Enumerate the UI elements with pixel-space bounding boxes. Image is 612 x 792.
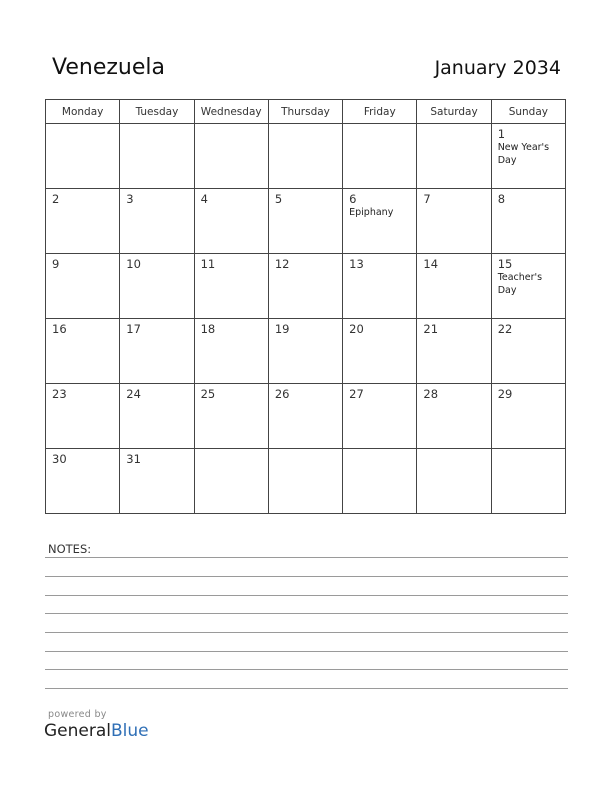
day-cell [491, 319, 565, 384]
day-number: 29 [497, 387, 513, 401]
day-cell [417, 449, 491, 514]
day-number: 11 [200, 257, 216, 271]
day-number: 4 [200, 192, 208, 206]
brand-general-text: General [44, 721, 111, 741]
day-cell [268, 384, 342, 449]
day-number: 24 [126, 387, 141, 401]
day-cell [343, 449, 417, 514]
day-cell [268, 254, 342, 319]
day-number: 31 [126, 452, 141, 466]
day-number: 26 [274, 387, 290, 401]
day-cell [417, 124, 491, 189]
week-row [46, 189, 566, 254]
generalblue-logo[interactable] [44, 721, 149, 741]
day-cell [491, 124, 565, 189]
day-cell [194, 124, 268, 189]
day-cell [120, 384, 194, 449]
day-cell [46, 124, 120, 189]
day-cell [343, 124, 417, 189]
day-number: 17 [126, 322, 141, 336]
notes-line [45, 576, 568, 577]
month-year-title: January 2034 [434, 57, 561, 79]
day-number: 27 [349, 387, 364, 401]
day-number: 23 [52, 387, 67, 401]
day-number: 13 [349, 257, 364, 271]
day-cell [268, 319, 342, 384]
day-number: 16 [52, 322, 67, 336]
day-cell [120, 254, 194, 319]
day-cell [194, 254, 268, 319]
week-row [46, 254, 566, 319]
day-cell [417, 384, 491, 449]
day-cell [46, 189, 120, 254]
day-cell [46, 319, 120, 384]
day-cell [491, 189, 565, 254]
day-number: 22 [497, 322, 513, 336]
day-cell [46, 449, 120, 514]
weekday-saturday: Saturday [417, 100, 491, 124]
day-cell [120, 189, 194, 254]
day-cell [343, 319, 417, 384]
day-cell [194, 319, 268, 384]
day-cell [491, 254, 565, 319]
week-row [46, 384, 566, 449]
day-number: 7 [423, 192, 431, 206]
day-number: 10 [126, 257, 141, 271]
powered-by-text: powered by [48, 709, 107, 720]
week-row [46, 449, 566, 514]
day-number: 25 [200, 387, 216, 401]
brand-blue-text: Blue [111, 721, 149, 741]
day-cell [343, 254, 417, 319]
day-number: 6 [349, 192, 357, 206]
weekday-wednesday: Wednesday [194, 100, 268, 124]
day-cell [120, 124, 194, 189]
notes-label: NOTES: [48, 542, 92, 556]
day-cell [268, 124, 342, 189]
day-number: 3 [126, 192, 134, 206]
day-cell [46, 384, 120, 449]
day-cell [343, 384, 417, 449]
notes-line [45, 632, 568, 633]
day-cell [268, 449, 342, 514]
week-row [46, 124, 566, 189]
notes-line [45, 613, 568, 614]
country-title: Venezuela [52, 55, 165, 80]
day-cell [417, 254, 491, 319]
weekday-monday: Monday [46, 100, 120, 124]
notes-line [45, 557, 568, 558]
weekday-tuesday: Tuesday [120, 100, 194, 124]
day-cell [120, 449, 194, 514]
holiday-label: Teacher's Day [497, 272, 543, 296]
notes-line [45, 688, 568, 689]
day-cell [491, 449, 565, 514]
day-cell [417, 319, 491, 384]
notes-line [45, 651, 568, 652]
day-cell [194, 384, 268, 449]
day-cell [194, 189, 268, 254]
day-number: 21 [423, 322, 439, 336]
day-number: 20 [349, 322, 364, 336]
weekday-header-row [46, 100, 566, 124]
week-row [46, 319, 566, 384]
calendar-grid [45, 99, 566, 514]
day-cell [120, 319, 194, 384]
weekday-sunday: Sunday [491, 100, 565, 124]
day-number: 5 [274, 192, 283, 206]
day-cell [417, 189, 491, 254]
day-cell [343, 189, 417, 254]
day-cell [46, 254, 120, 319]
day-number: 8 [497, 192, 506, 206]
day-cell [194, 449, 268, 514]
day-number: 9 [52, 257, 60, 271]
notes-line [45, 595, 568, 596]
day-number: 30 [52, 452, 67, 466]
day-number: 19 [274, 322, 290, 336]
day-number: 2 [52, 192, 60, 206]
notes-line [45, 669, 568, 670]
day-number: 15 [497, 257, 513, 271]
holiday-label: New Year's Day [497, 142, 550, 166]
weekday-friday: Friday [343, 100, 417, 124]
day-cell [491, 384, 565, 449]
holiday-label: Epiphany [349, 207, 394, 218]
day-number: 14 [423, 257, 439, 271]
day-number: 1 [497, 127, 506, 141]
day-cell [268, 189, 342, 254]
day-number: 18 [200, 322, 216, 336]
day-number: 28 [423, 387, 439, 401]
day-number: 12 [274, 257, 290, 271]
weekday-thursday: Thursday [268, 100, 342, 124]
